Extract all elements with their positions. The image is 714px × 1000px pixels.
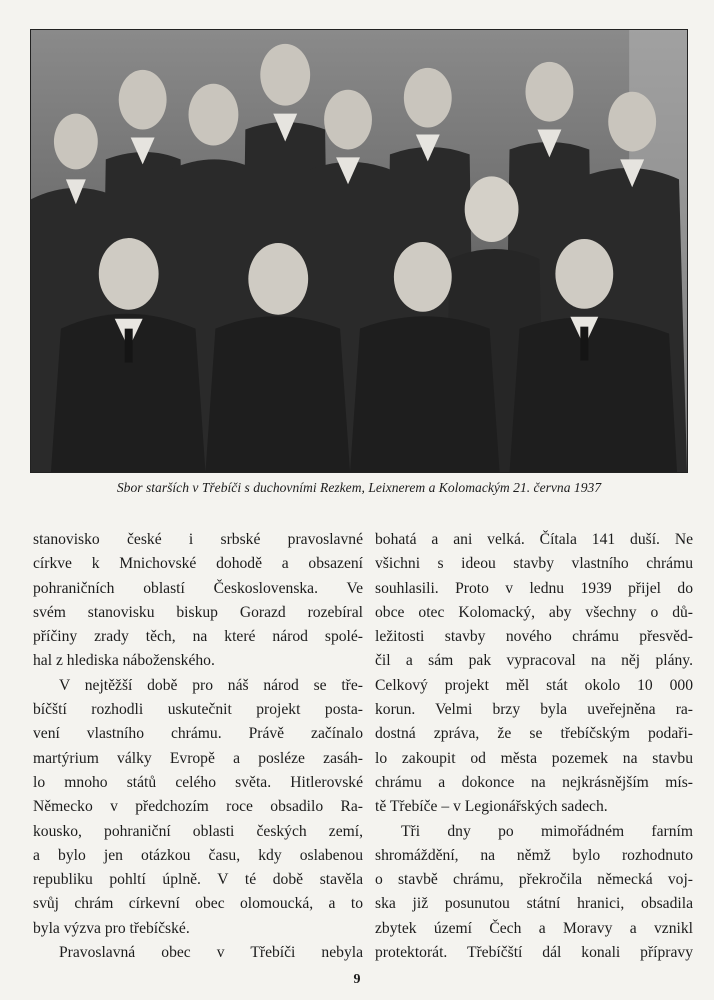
text-line: dostná zpráva, že se třebíčským podaři-: [375, 725, 693, 743]
text-line: bohatá a ani velká. Čítala 141 duší. Ne: [375, 531, 693, 548]
text-line: martýrium války Evropě a posléze zasáh-: [33, 749, 363, 767]
text-line: korun. Velmi brzy byla uveřejněna ra-: [375, 701, 693, 719]
text-line: byla výzva pro třebíčské.: [33, 919, 190, 937]
text-line: stanovisko české i srbské pravoslavné: [33, 531, 363, 548]
text-line: vení vlastního chrámu. Právě začínalo: [33, 725, 363, 743]
text-line: souhlasili. Proto v lednu 1939 přijel do: [375, 579, 693, 597]
text-line: ležitosti stavby nového chrámu přesvěd-: [375, 628, 693, 646]
text-line: protektorát. Třebíčští dál konali přípravy: [375, 944, 693, 962]
text-line: lo zakoupit od města pozemek na stavbu: [375, 749, 693, 767]
text-line: příčiny zrady těch, na které národ spolé-: [33, 628, 363, 646]
text-line: V nejtěžší době pro náš národ se tře-: [59, 676, 363, 694]
text-line: chrámu a dokonce na nejkrásnějším mís-: [375, 773, 693, 791]
text-line: pohraničních oblastí Československa. Ve: [33, 579, 363, 597]
text-line: bíčští rozhodli uskutečnit projekt posta-: [33, 701, 363, 719]
text-line: čil a sám pak vypracoval na něj plány.: [375, 652, 693, 670]
text-line: kousko, pohraniční oblasti českých zemí,: [33, 822, 363, 840]
text-line: všichni s ideou stavby vlastního chrámu: [375, 555, 693, 573]
text-line: Celkový projekt měl stát okolo 10 000: [375, 676, 693, 694]
text-line: ska již posunutou státní hranici, obsadila: [375, 895, 693, 913]
text-line: a bylo jen otázkou času, kdy oslabenou: [33, 846, 363, 864]
text-line: tě Třebíče – v Legionářských sadech.: [375, 798, 608, 816]
page-number: 9: [353, 972, 361, 987]
left-column: [33, 528, 363, 965]
text-line: shromáždění, na němž bylo rozhodnuto: [375, 846, 693, 864]
text-line: církve k Mnichovské dohodě a obsazení: [33, 555, 363, 573]
group-photo: [30, 29, 688, 473]
photo-caption: Sbor starších v Třebíči s duchovními Rezkem, Leixnerem a Kolomackým 21. června 1937: [116, 480, 602, 495]
text-line: obce otec Kolomacký, aby všechny o dů-: [375, 603, 693, 621]
text-line: Pravoslavná obec v Třebíči nebyla: [59, 944, 363, 962]
text-line: hal z hlediska náboženského.: [33, 652, 215, 670]
text-line: republiku pohltí úplně. V té době stavěla: [33, 871, 363, 889]
text-line: svém stanovisku biskup Gorazd rozebíral: [33, 603, 363, 621]
right-column: [375, 528, 693, 965]
text-line: svůj chrám církevní obec olomoucká, a to: [33, 895, 363, 913]
text-line: lo mnoho států celého světa. Hitlerovské: [33, 773, 363, 791]
text-line: zbytek území Čech a Moravy a vznikl: [375, 919, 693, 937]
group-photo-illustration: [31, 30, 687, 472]
text-line: o stavbě chrámu, překročila německá voj-: [375, 871, 693, 889]
text-line: Německo v předchozím roce obsadilo Ra-: [33, 798, 363, 816]
text-line: Tři dny po mimořádném farním: [401, 822, 693, 840]
